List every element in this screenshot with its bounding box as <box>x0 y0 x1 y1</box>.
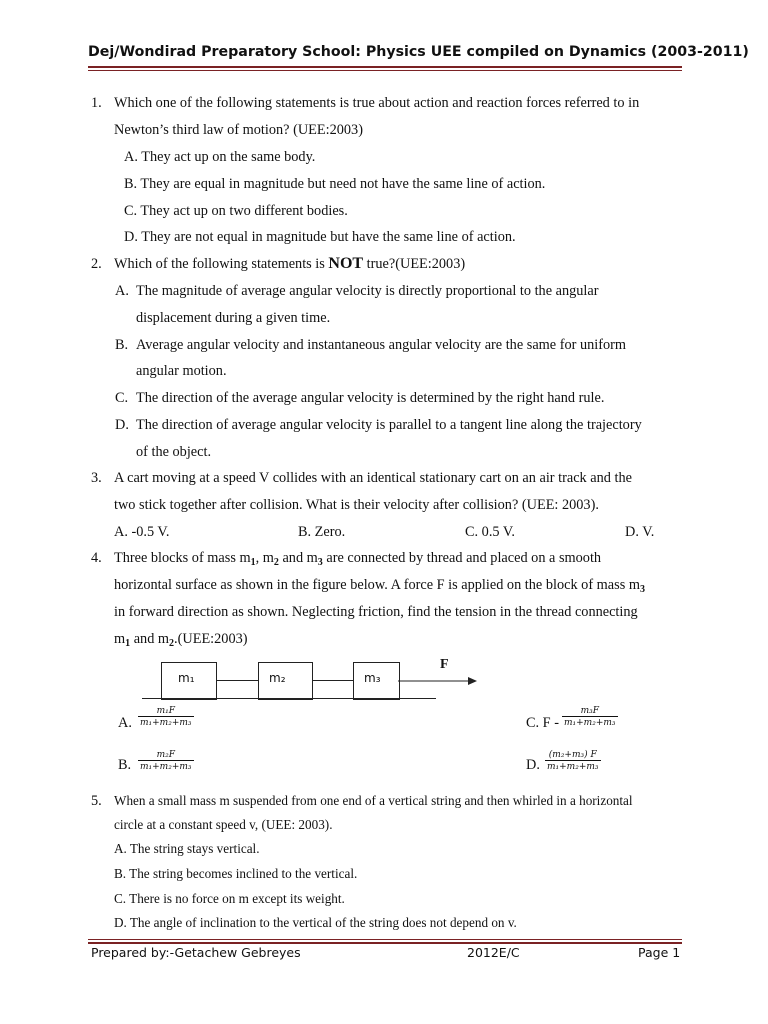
footer-year: 2012E/C <box>467 945 520 960</box>
option-c: C. There is no force on m except its weight. <box>114 891 345 906</box>
option-b-fraction: $\frac{\text{m₂F}}{\text{m₁+m₂+m₃}}$ <box>140 750 192 772</box>
force-arrow-icon <box>398 676 478 686</box>
emphasis-not: NOT <box>328 255 364 272</box>
question-text: horizontal surface as shown in the figure below. A force F is applied on the block of mass $m_3$ <box>114 577 645 595</box>
option-d: D. They are not equal in magnitude but have the same line of action. <box>124 229 516 245</box>
block-m2 <box>258 662 313 700</box>
option-b: Average angular velocity and instantaneous angular velocity are the same for uniform <box>136 337 627 353</box>
option-d-fraction: $\frac{\text{(m₂+m₃) F}}{\text{m₁+m₂+m₃}}$ <box>547 750 599 772</box>
question-text: A cart moving at a speed V collides with an identical stationary cart on an air track and the <box>114 470 632 486</box>
option-a-label: A. <box>115 283 129 299</box>
question-text: two stick together after collision. What is their velocity after collision? (UEE: 2003). <box>114 497 599 513</box>
question-text: $m_1$ and $m_2.(UEE:2003)$ <box>114 631 248 649</box>
block-m1 <box>161 662 217 700</box>
block-m2-label: m₂ <box>269 671 286 685</box>
option-a: The magnitude of average angular velocity is directly proportional to the angular <box>136 283 599 299</box>
footer-page-number: Page 1 <box>638 945 681 960</box>
question-text: When a small mass m suspended from one end of a vertical string and then whirled in a horizontal <box>114 793 633 808</box>
page-header-title: Dej/Wondirad Preparatory School: Physics UEE compiled on Dynamics (2003-2011) <box>88 44 749 60</box>
question-text: circle at a constant speed v, (UEE: 2003). <box>114 817 333 832</box>
question-text: Which one of the following statements is true about action and reaction forces referred to in <box>114 95 640 111</box>
option-a: A. -0.5 V. <box>114 524 170 540</box>
option-c: C. They act up on two different bodies. <box>124 203 348 219</box>
option-b-label: B. <box>118 757 132 773</box>
option-b: B. The string becomes inclined to the vertical. <box>114 866 358 881</box>
option-d: The direction of average angular velocity is parallel to a tangent line along the trajectory <box>136 417 642 433</box>
force-label: F <box>440 657 449 672</box>
option-d: D. V. <box>625 524 655 540</box>
option-d-label: D. <box>115 417 129 433</box>
question-text: Newton’s third law of motion? (UEE:2003) <box>114 122 363 138</box>
question-text: Which of the following statements is NOT true?(UEE:2003) <box>114 255 466 272</box>
option-a-label: A. <box>118 715 132 731</box>
block-m1-label: m₁ <box>178 671 195 685</box>
question-text: Three blocks of mass $m_1$, $m_2$ and $m_3$ are connected by thread and placed on a smooth <box>114 550 602 568</box>
block-m3 <box>353 662 400 700</box>
option-a-fraction: $\frac{\text{m₁F}}{\text{m₁+m₂+m₃}}$ <box>140 706 192 728</box>
option-c: C. 0.5 V. <box>465 524 515 540</box>
question-number: 1. <box>91 95 102 111</box>
option-c-fraction: $\frac{\text{m₃F}}{\text{m₁+m₂+m₃}}$ <box>564 706 616 728</box>
question-number: 5. <box>91 793 102 809</box>
question-text: in forward direction as shown. Neglecting friction, find the tension in the thread connecting <box>114 604 638 620</box>
header-rule-thin <box>88 70 682 71</box>
option-d-label: D. <box>526 757 540 773</box>
block-m3-label: m₃ <box>364 671 381 685</box>
header-rule-thick <box>88 66 682 68</box>
thread-2 <box>312 680 353 681</box>
question-number: 3. <box>91 470 102 486</box>
footer-rule-thin <box>88 939 682 940</box>
option-b-label: B. <box>115 337 129 353</box>
question-number: 2. <box>91 256 102 272</box>
thread-1 <box>216 680 258 681</box>
option-b: B. Zero. <box>298 524 346 540</box>
option-c-label: C. <box>115 390 129 406</box>
option-a-cont: displacement during a given time. <box>136 310 331 326</box>
option-d-cont: of the object. <box>136 444 212 460</box>
option-a: A. They act up on the same body. <box>124 149 316 165</box>
footer-rule-thick <box>88 942 682 944</box>
option-b-cont: angular motion. <box>136 363 227 379</box>
option-d: D. The angle of inclination to the vertical of the string does not depend on v. <box>114 915 517 930</box>
option-c: The direction of the average angular velocity is determined by the right hand rule. <box>136 390 605 406</box>
option-c-label: C. F - <box>526 715 559 731</box>
option-a: A. The string stays vertical. <box>114 841 260 856</box>
footer-author: Prepared by:-Getachew Gebreyes <box>91 945 301 960</box>
question-number: 4. <box>91 550 102 566</box>
option-b: B. They are equal in magnitude but need not have the same line of action. <box>124 176 546 192</box>
